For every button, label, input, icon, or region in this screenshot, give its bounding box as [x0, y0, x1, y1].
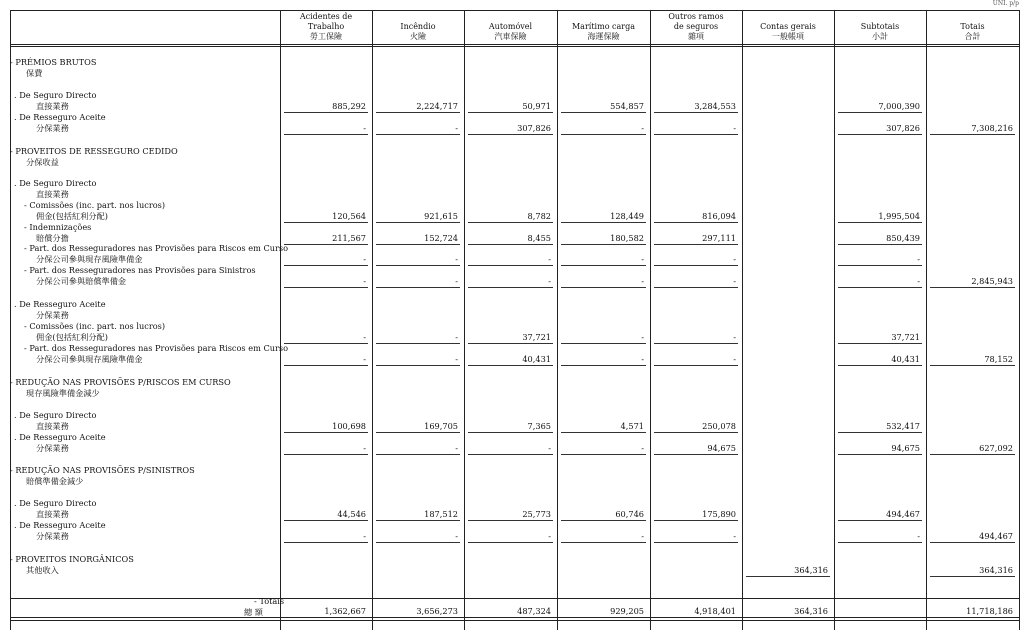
- column-header-acid: [280, 11, 372, 42]
- cell-value: -: [641, 254, 644, 264]
- row-label: 現存風險準備金減少: [26, 388, 100, 398]
- cell-value: 50,971: [522, 101, 551, 111]
- cell-underline: [468, 244, 553, 245]
- cell-underline: [838, 365, 922, 366]
- cell-value: 2,845,943: [971, 276, 1013, 286]
- cell-underline: [376, 365, 460, 366]
- row-label: - Part. dos Resseguradores nas Provisões para Riscos em Curso: [24, 343, 289, 353]
- row-label: - Indemnizações: [24, 222, 92, 232]
- cell-value: 25,773: [522, 509, 551, 519]
- cell-underline: [376, 112, 460, 113]
- row-label: . De Seguro Directo: [14, 90, 97, 100]
- cell-value: 297,111: [702, 233, 736, 243]
- row-label: - Part. dos Resseguradores nas Provisões para Sinistros: [24, 265, 256, 275]
- cell-value: 94,675: [707, 443, 736, 453]
- cell-value: -: [917, 531, 920, 541]
- cell-underline: [376, 287, 460, 288]
- row-label: 分保公司參與現存風險準備金: [36, 354, 143, 364]
- cell-underline: [376, 244, 460, 245]
- cell-value: 627,092: [979, 443, 1013, 453]
- cell-underline: [930, 365, 1015, 366]
- left-border: [10, 10, 11, 630]
- cell-value: 307,826: [886, 123, 920, 133]
- cell-underline: [376, 542, 460, 543]
- cell-underline: [284, 365, 368, 366]
- cell-value: -: [548, 531, 551, 541]
- column-header-zh: 一般帳項: [772, 32, 804, 41]
- cell-value: -: [363, 443, 366, 453]
- horizontal-rule: [10, 620, 1019, 621]
- cell-underline: [838, 520, 922, 521]
- cell-underline: [376, 222, 460, 223]
- cell-underline: [284, 520, 368, 521]
- cell-value: -: [455, 354, 458, 364]
- cell-value: 152,724: [424, 233, 458, 243]
- cell-value: -: [455, 443, 458, 453]
- row-label: 分保業務: [36, 310, 69, 320]
- cell-value: -: [641, 332, 644, 342]
- cell-value: -: [455, 254, 458, 264]
- cell-value: -: [548, 443, 551, 453]
- column-header-sub: [834, 11, 926, 42]
- cell-underline: [930, 134, 1015, 135]
- cell-underline: [468, 365, 553, 366]
- column-header-cont: [742, 11, 834, 42]
- cell-value: -: [641, 123, 644, 133]
- cell-value: 816,094: [702, 211, 736, 221]
- cell-underline: [561, 244, 646, 245]
- cell-value: 364,316: [794, 565, 828, 575]
- cell-underline: [654, 265, 738, 266]
- cell-value: 94,675: [891, 443, 920, 453]
- column-header-zh: 合計: [964, 32, 981, 41]
- column-header-zh: 勞工保險: [310, 32, 342, 41]
- cell-value: -: [455, 332, 458, 342]
- cell-underline: [654, 134, 738, 135]
- row-label: - PRÉMIOS BRUTOS: [10, 57, 97, 67]
- cell-value: 8,455: [527, 233, 551, 243]
- cell-underline: [838, 222, 922, 223]
- row-label: - PROVEITOS INORGÂNICOS: [10, 554, 134, 564]
- cell-underline: [468, 542, 553, 543]
- horizontal-rule: [10, 617, 1019, 618]
- column-header-auto: [464, 11, 557, 42]
- cell-underline: [654, 287, 738, 288]
- cell-underline: [284, 287, 368, 288]
- cell-underline: [468, 112, 553, 113]
- column-header-pt: Automóvel: [488, 22, 533, 31]
- row-label: . De Seguro Directo: [14, 178, 97, 188]
- cell-value: 307,826: [517, 123, 551, 133]
- row-label: . De Resseguro Aceite: [14, 520, 106, 530]
- row-label: - Comissões (inc. part. nos lucros): [24, 321, 166, 331]
- row-label: 分保業務: [36, 443, 69, 453]
- cell-underline: [654, 222, 738, 223]
- cell-underline: [930, 287, 1015, 288]
- cell-underline: [376, 134, 460, 135]
- cell-underline: [284, 244, 368, 245]
- cell-underline: [654, 454, 738, 455]
- row-label: 分保收益: [26, 157, 59, 167]
- cell-value: -: [455, 276, 458, 286]
- cell-value: -: [733, 531, 736, 541]
- column-header-pt: Acidentes de Trabalho: [299, 12, 353, 31]
- row-label: 分保公司參與賠償準備金: [36, 276, 127, 286]
- column-header-zh: 火險: [410, 32, 426, 41]
- cell-value: -: [733, 332, 736, 342]
- column-header-pt: Outros ramos de seguros: [668, 12, 724, 31]
- cell-underline: [284, 265, 368, 266]
- cell-value: 100,698: [332, 421, 366, 431]
- cell-underline: [468, 343, 553, 344]
- cell-value: -: [733, 254, 736, 264]
- cell-underline: [284, 112, 368, 113]
- cell-underline: [284, 542, 368, 543]
- cell-underline: [561, 454, 646, 455]
- cell-value: -: [733, 276, 736, 286]
- cell-underline: [284, 454, 368, 455]
- column-header-pt: Totais: [960, 22, 985, 31]
- cell-value: 7,000,390: [878, 101, 920, 111]
- cell-underline: [468, 287, 553, 288]
- cell-underline: [468, 222, 553, 223]
- row-label: . De Resseguro Aceite: [14, 299, 106, 309]
- cell-underline: [561, 265, 646, 266]
- cell-underline: [561, 222, 646, 223]
- row-label: 分保業務: [36, 123, 69, 133]
- cell-value: 7,308,216: [971, 123, 1013, 133]
- cell-underline: [376, 520, 460, 521]
- cell-underline: [930, 542, 1015, 543]
- cell-value: -: [917, 276, 920, 286]
- cell-underline: [654, 520, 738, 521]
- total-value: 1,362,667: [324, 606, 366, 616]
- cell-underline: [376, 454, 460, 455]
- cell-value: 37,721: [522, 332, 551, 342]
- cell-underline: [468, 265, 553, 266]
- cell-value: -: [363, 332, 366, 342]
- cell-value: 250,078: [702, 421, 736, 431]
- cell-underline: [561, 343, 646, 344]
- row-label: 直接業務: [36, 189, 69, 199]
- column-header-pt: Incêndio: [400, 22, 436, 31]
- cell-value: 40,431: [522, 354, 551, 364]
- cell-value: 494,467: [979, 531, 1013, 541]
- cell-value: 120,564: [332, 211, 366, 221]
- cell-value: -: [455, 531, 458, 541]
- column-header-inc: [372, 11, 464, 42]
- column-header-pt: Subtotais: [860, 22, 900, 31]
- cell-underline: [838, 454, 922, 455]
- total-value: 364,316: [794, 606, 828, 616]
- cell-value: 532,417: [886, 421, 920, 431]
- cell-underline: [284, 432, 368, 433]
- cell-underline: [284, 134, 368, 135]
- column-divider: [1019, 10, 1020, 630]
- cell-value: 921,615: [424, 211, 458, 221]
- cell-underline: [468, 454, 553, 455]
- column-header-zh: 海運保險: [587, 32, 620, 41]
- cell-value: 885,292: [332, 101, 366, 111]
- row-label: 賠償分擔: [36, 233, 69, 243]
- cell-underline: [284, 343, 368, 344]
- row-label: 其他收入: [26, 565, 59, 575]
- column-header-zh: 雜項: [688, 32, 704, 41]
- cell-value: 211,567: [332, 233, 366, 243]
- corner-note: UNI. p/p: [992, 0, 1019, 7]
- cell-value: -: [363, 354, 366, 364]
- cell-value: 2,224,717: [416, 101, 458, 111]
- row-label: - Comissões (inc. part. nos lucros): [24, 200, 166, 210]
- cell-underline: [654, 542, 738, 543]
- totals-label-pt: - Totais: [254, 596, 285, 606]
- cell-underline: [654, 112, 738, 113]
- cell-value: -: [733, 354, 736, 364]
- row-label: . De Resseguro Aceite: [14, 112, 106, 122]
- cell-underline: [838, 134, 922, 135]
- totals-label-zh: 總 額: [244, 607, 263, 617]
- cell-value: 3,284,553: [694, 101, 736, 111]
- total-value: 11,718,186: [966, 606, 1013, 616]
- row-label: 佣金(包括紅利分配): [36, 211, 108, 221]
- cell-underline: [376, 343, 460, 344]
- cell-value: 8,782: [527, 211, 551, 221]
- cell-value: 37,721: [891, 332, 920, 342]
- row-label: 賠償準備金減少: [26, 476, 84, 486]
- cell-underline: [654, 244, 738, 245]
- cell-value: -: [641, 276, 644, 286]
- column-header-mar: [557, 11, 650, 42]
- column-header-tot: [926, 11, 1019, 42]
- column-header-zh: 小計: [872, 32, 888, 41]
- row-label: - PROVEITOS DE RESSEGURO CEDIDO: [10, 146, 178, 156]
- horizontal-rule: [10, 46, 1019, 47]
- total-value: 487,324: [517, 606, 551, 616]
- cell-value: 554,857: [610, 101, 644, 111]
- cell-value: 128,449: [610, 211, 644, 221]
- cell-underline: [468, 520, 553, 521]
- row-label: . De Seguro Directo: [14, 498, 97, 508]
- cell-underline: [561, 287, 646, 288]
- row-label: . De Resseguro Aceite: [14, 432, 106, 442]
- cell-underline: [654, 343, 738, 344]
- cell-value: 180,582: [610, 233, 644, 243]
- horizontal-rule: [10, 598, 1019, 599]
- row-label: 分保業務: [36, 531, 69, 541]
- cell-value: -: [363, 123, 366, 133]
- cell-value: -: [363, 276, 366, 286]
- cell-underline: [746, 576, 830, 577]
- cell-underline: [561, 112, 646, 113]
- cell-underline: [284, 222, 368, 223]
- cell-value: 494,467: [886, 509, 920, 519]
- cell-value: -: [455, 123, 458, 133]
- cell-underline: [930, 576, 1015, 577]
- cell-underline: [838, 343, 922, 344]
- cell-value: 364,316: [979, 565, 1013, 575]
- cell-underline: [561, 365, 646, 366]
- column-header-out: [650, 11, 742, 42]
- cell-underline: [561, 542, 646, 543]
- cell-value: -: [363, 531, 366, 541]
- cell-value: 7,365: [527, 421, 551, 431]
- cell-value: -: [363, 254, 366, 264]
- row-label: - Part. dos Resseguradores nas Provisões para Riscos em Curso: [24, 243, 289, 253]
- cell-value: 78,152: [984, 354, 1013, 364]
- cell-underline: [654, 432, 738, 433]
- cell-value: 1,995,504: [878, 211, 920, 221]
- cell-underline: [930, 454, 1015, 455]
- cell-value: 60,746: [615, 509, 644, 519]
- column-header-zh: 汽車保險: [494, 32, 527, 41]
- cell-value: 187,512: [424, 509, 458, 519]
- column-header-pt: Marítimo carga: [571, 22, 636, 31]
- total-value: 3,656,273: [416, 606, 458, 616]
- cell-underline: [838, 287, 922, 288]
- cell-value: 175,890: [702, 509, 736, 519]
- cell-value: -: [641, 443, 644, 453]
- row-label: 保費: [26, 68, 43, 78]
- cell-value: -: [641, 531, 644, 541]
- cell-value: 40,431: [891, 354, 920, 364]
- cell-underline: [561, 432, 646, 433]
- cell-underline: [838, 432, 922, 433]
- column-header-pt: Contas gerais: [760, 22, 816, 31]
- cell-underline: [376, 265, 460, 266]
- row-label: 直接業務: [36, 509, 69, 519]
- cell-value: 44,546: [337, 509, 366, 519]
- cell-value: -: [641, 354, 644, 364]
- row-label: 分保公司參與現存風險準備金: [36, 254, 143, 264]
- cell-underline: [838, 265, 922, 266]
- cell-value: -: [548, 276, 551, 286]
- cell-underline: [838, 542, 922, 543]
- cell-underline: [468, 134, 553, 135]
- horizontal-rule: [10, 44, 1019, 45]
- row-label: 佣金(包括紅利分配): [36, 332, 108, 342]
- cell-underline: [561, 134, 646, 135]
- cell-value: -: [917, 254, 920, 264]
- column-divider: [742, 10, 743, 630]
- cell-value: 169,705: [424, 421, 458, 431]
- row-label: . De Seguro Directo: [14, 410, 97, 420]
- cell-value: 850,439: [886, 233, 920, 243]
- row-label: 直接業務: [36, 421, 69, 431]
- row-label: - REDUÇÃO NAS PROVISÕES P/SINISTROS: [10, 465, 195, 475]
- cell-underline: [838, 244, 922, 245]
- cell-underline: [376, 432, 460, 433]
- cell-underline: [838, 112, 922, 113]
- row-label: - REDUÇÃO NAS PROVISÕES P/RISCOS EM CURSO: [10, 377, 231, 387]
- row-label: 直接業務: [36, 101, 69, 111]
- total-value: 4,918,401: [694, 606, 736, 616]
- cell-underline: [654, 365, 738, 366]
- cell-value: 4,571: [620, 421, 644, 431]
- cell-value: -: [733, 123, 736, 133]
- cell-value: -: [548, 254, 551, 264]
- total-value: 929,205: [610, 606, 644, 616]
- cell-underline: [468, 432, 553, 433]
- cell-underline: [561, 520, 646, 521]
